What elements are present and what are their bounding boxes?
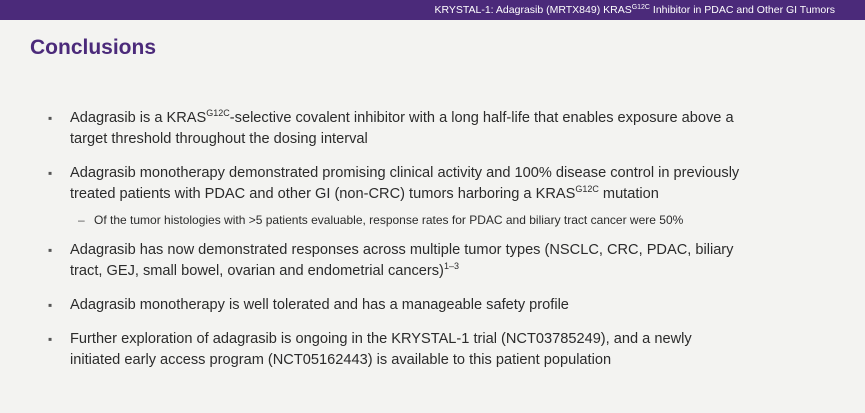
bullet-marker: ▪ — [48, 243, 53, 257]
bullet-marker: ▪ — [48, 332, 53, 346]
bullet-2-text-b: mutation — [598, 186, 659, 202]
sub-bullet-text: Of the tumor histologies with >5 patients evaluable, response rates for PDAC and biliary tract cancer were 50% — [94, 213, 684, 227]
header-bar — [0, 0, 865, 20]
bullet-item-3 — [48, 240, 828, 282]
bullet-item-2 — [48, 163, 828, 205]
bullet-marker: ▪ — [48, 111, 53, 125]
page-title: Conclusions — [30, 36, 157, 59]
bullet-4-line-1: Adagrasib monotherapy is well tolerated and has a manageable safety profile — [70, 297, 569, 313]
bullet-3-sup: 1–3 — [443, 261, 459, 271]
bullet-3-line-2 — [70, 261, 828, 282]
header-text-sup: G12C — [631, 4, 650, 11]
bullet-5-line-2: initiated early access program (NCT05162443) is available to this patient population — [70, 352, 612, 368]
bullet-3-line-1: Adagrasib has now demonstrated responses across multiple tumor types (NSCLC, CRC, PDAC, biliary — [70, 242, 734, 258]
bullet-2-line-2 — [70, 184, 828, 205]
bullet-marker: ▪ — [48, 166, 53, 180]
bullet-2-sup: G12C — [575, 184, 599, 194]
bullet-item-4 — [48, 295, 828, 316]
bullet-item-1 — [48, 108, 828, 150]
bullet-1-sup: G12C — [206, 108, 230, 118]
header-text-suffix: Inhibitor in PDAC and Other GI Tumors — [650, 4, 835, 16]
bullet-1-line-2: target threshold throughout the dosing interval — [70, 131, 368, 147]
bullet-2-line-1: Adagrasib monotherapy demonstrated promising clinical activity and 100% disease control in previously — [70, 165, 740, 181]
bullet-1-text-b: -selective covalent inhibitor with a long half-life that enables exposure above a — [229, 110, 734, 126]
sub-bullet-item — [48, 212, 828, 228]
bullet-5-line-1: Further exploration of adagrasib is ongoing in the KRYSTAL-1 trial (NCT03785249), and a newly — [70, 331, 692, 347]
bullet-1-line-1 — [70, 108, 828, 129]
bullet-2-text-a: treated patients with PDAC and other GI (non-CRC) tumors harboring a KRAS — [70, 186, 576, 202]
bullet-1-text-a: Adagrasib is a KRAS — [70, 110, 207, 126]
sub-bullet-marker: – — [78, 213, 85, 227]
header-text-prefix: KRYSTAL-1: Adagrasib (MRTX849) KRAS — [434, 4, 632, 16]
bullet-marker: ▪ — [48, 298, 53, 312]
bullet-3-text: tract, GEJ, small bowel, ovarian and endometrial cancers) — [70, 263, 444, 279]
bullet-item-5 — [48, 329, 828, 371]
bullet-list — [48, 108, 828, 384]
